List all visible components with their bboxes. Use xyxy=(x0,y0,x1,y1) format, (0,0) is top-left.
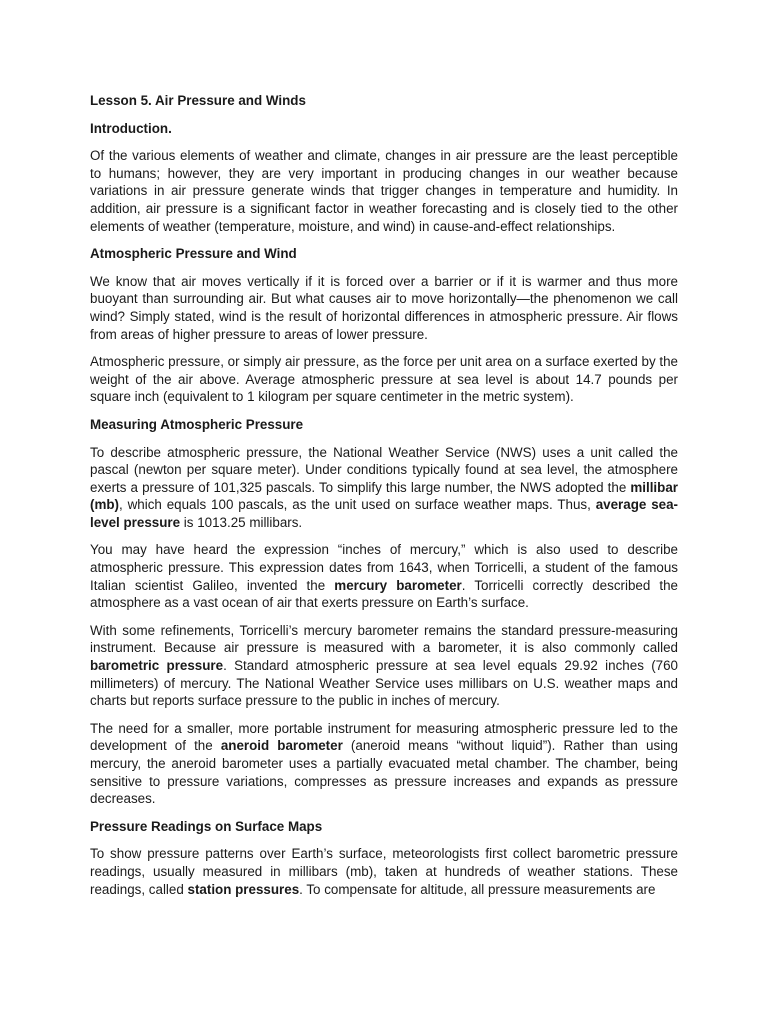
term-mercury-barometer: mercury barometer xyxy=(334,577,462,593)
text-run: You may have heard the expression “inches of mercury,” which is also used to describe atmospheric pressure. This expression dates from 1643, when Torricelli, a student of the famous Italian scientist Galileo, invented the xyxy=(90,542,678,593)
term-barometric-pressure: barometric pressure xyxy=(90,658,224,674)
paragraph-aneroid-barometer xyxy=(90,720,678,808)
text-run: With some refinements, Torricelli’s mercury barometer remains the standard pressure-measuring instrument. Because air pressure is measured with a barometer, it is also commonly called xyxy=(90,622,678,656)
introduction-heading: Introduction. xyxy=(90,120,172,136)
text-run: . Torricelli correctly described the atmosphere as a vast ocean of air that exerts pressure on Earth’s surface. xyxy=(90,577,679,611)
text-run: The need for a smaller, more portable instrument for measuring atmospheric pressure led to the development of the xyxy=(90,720,678,754)
paragraph-air-pressure-definition: Atmospheric pressure, or simply air pressure, as the force per unit area on a surface exerted by the weight of the air above. Average atmospheric pressure at sea level is about 14.7 pounds per square inch (equivalent to 1 kilogram per square centimeter in the metric system). xyxy=(90,354,678,405)
section-heading-pressure-readings-on-surface-maps: Pressure Readings on Surface Maps xyxy=(90,818,323,834)
term-aneroid-barometer: aneroid barometer xyxy=(220,738,343,754)
text-run: To show pressure patterns over Earth’s surface, meteorologists first collect barometric pressure readings, usually measured in millibars (mb), taken at hundreds of weather stations. These readings, called xyxy=(90,846,678,897)
introduction-paragraph: Of the various elements of weather and climate, changes in air pressure are the least perceptible to humans; however, they are very important in producing changes in our weather because variations in air pressure generate winds that trigger changes in temperature and humidity. In addition, air pressure is a significant factor in weather forecasting and is closely tied to the other elements of weather (temperature, moisture, and wind) in cause-and-effect relationships. xyxy=(90,148,678,234)
paragraph-pascal-millibar xyxy=(90,444,678,532)
term-average-sea-level-pressure: average sea-level pressure xyxy=(90,497,678,530)
term-millibar: millibar (mb) xyxy=(90,479,678,513)
section-heading-atmospheric-pressure-and-wind: Atmospheric Pressure and Wind xyxy=(90,246,297,262)
paragraph-station-pressures xyxy=(90,845,678,898)
text-run: . To compensate for altitude, all pressure measurements are xyxy=(299,881,656,897)
paragraph-barometric-pressure xyxy=(90,622,678,710)
text-run: (aneroid means “without liquid”). Rather than using mercury, the aneroid barometer uses a partially evacuated metal chamber. The chamber, being sensitive to pressure variations, compresses as pressure increases and expands as pressure decreases. xyxy=(90,738,679,807)
lesson-title: Lesson 5. Air Pressure and Winds xyxy=(90,93,306,108)
paragraph-wind-cause: We know that air moves vertically if it is forced over a barrier or if it is warmer and thus more buoyant than surrounding air. But what causes air to move horizontally—the phenomenon we call wind? Simply stated, wind is the result of horizontal differences in atmospheric pressure. Air flows from areas of higher pressure to areas of lower pressure. xyxy=(90,273,678,342)
text-run: To describe atmospheric pressure, the National Weather Service (NWS) uses a unit called the pascal (newton per square meter). Under conditions typically found at sea level, the atmosphere exerts a pressure of 101,325 pascals. To simplify this large number, the NWS adopted the xyxy=(90,444,678,495)
text-run: . Standard atmospheric pressure at sea level equals 29.92 inches (760 millimeters) of mercury. The National Weather Service uses millibars on U.S. weather maps and charts but reports surface pressure to the public in inches of mercury. xyxy=(90,658,678,709)
section-heading-measuring-atmospheric-pressure: Measuring Atmospheric Pressure xyxy=(90,416,304,432)
paragraph-inches-of-mercury xyxy=(90,541,678,611)
document-page xyxy=(90,92,678,908)
text-run: , which equals 100 pascals, as the unit used on surface weather maps. Thus, xyxy=(119,497,596,513)
text-run: is 1013.25 millibars. xyxy=(180,514,303,530)
term-station-pressures: station pressures xyxy=(187,881,300,897)
